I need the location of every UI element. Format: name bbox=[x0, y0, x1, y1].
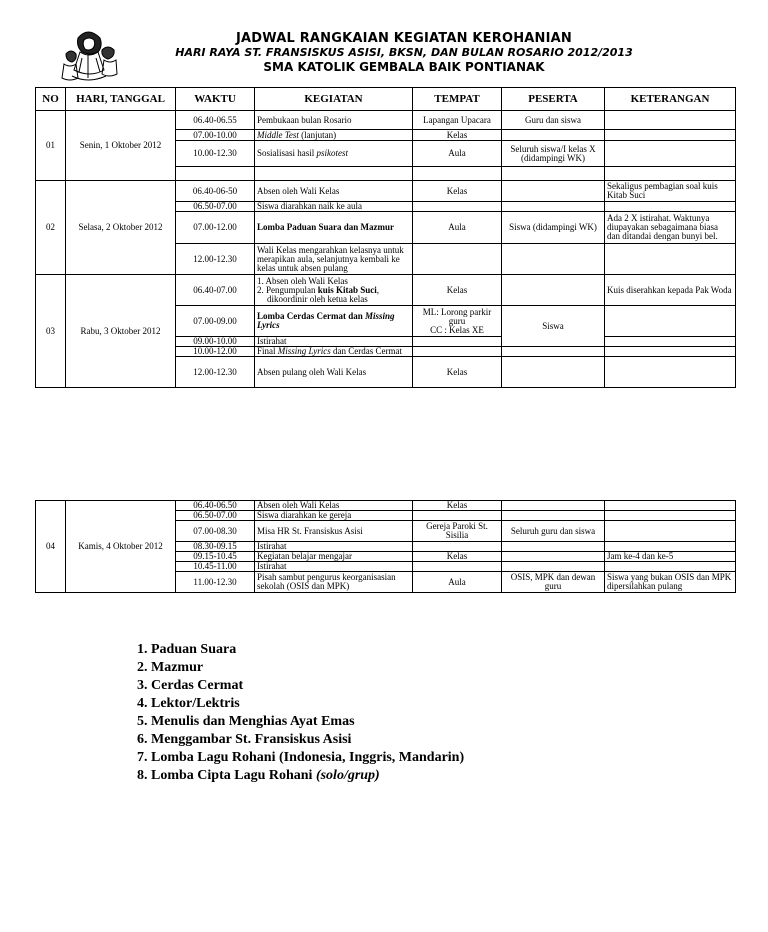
activity-cell: Kegiatan belajar mengajar bbox=[255, 552, 413, 562]
time-cell: 07.00-12.00 bbox=[176, 212, 255, 244]
notes-cell bbox=[605, 167, 736, 181]
day-number: 04 bbox=[36, 501, 66, 593]
activity-cell: Misa HR St. Fransiskus Asisi bbox=[255, 521, 413, 542]
day-number: 02 bbox=[36, 181, 66, 275]
notes-cell: Sekaligus pembagian soal kuis Kitab Suci bbox=[605, 181, 736, 202]
notes-cell bbox=[605, 141, 736, 167]
time-cell: 06.40-06-50 bbox=[176, 181, 255, 202]
participants-cell bbox=[502, 552, 605, 562]
participants-cell: Seluruh siswa/I kelas X (didampingi WK) bbox=[502, 141, 605, 167]
time-cell: 07.00-10.00 bbox=[176, 130, 255, 141]
notes-cell: Siswa yang bukan OSIS dan MPK dipersilahkan pulang bbox=[605, 572, 736, 593]
time-cell: 06.40-06.50 bbox=[176, 501, 255, 511]
time-cell: 07.00-09.00 bbox=[176, 306, 255, 337]
place-cell: Aula bbox=[413, 572, 502, 593]
activity-cell: Absen oleh Wali Kelas bbox=[255, 501, 413, 511]
activity-cell: Istirahat bbox=[255, 337, 413, 347]
participants-cell: Siswa (didampingi WK) bbox=[502, 212, 605, 244]
activity-text: 2. Pengumpulan bbox=[257, 284, 318, 295]
col-header-participants: PESERTA bbox=[502, 88, 605, 111]
place-cell: Lapangan Upacara bbox=[413, 111, 502, 130]
time-cell: 12.00-12.30 bbox=[176, 357, 255, 388]
time-cell: 07.00-08.30 bbox=[176, 521, 255, 542]
participants-cell bbox=[502, 275, 605, 306]
place-line: CC : Kelas XE bbox=[430, 324, 484, 335]
notes-cell bbox=[605, 347, 736, 357]
place-cell bbox=[413, 511, 502, 521]
notes-cell bbox=[605, 244, 736, 275]
activity-cell: Istirahat bbox=[255, 562, 413, 572]
participants-cell bbox=[502, 542, 605, 552]
notes-cell: Kuis diserahkan kepada Pak Woda bbox=[605, 275, 736, 306]
place-cell bbox=[413, 347, 502, 357]
activity-cell: Siswa diarahkan ke gereja bbox=[255, 511, 413, 521]
participants-cell bbox=[502, 244, 605, 275]
activity-text: (lanjutan) bbox=[298, 129, 337, 140]
participants-cell bbox=[502, 357, 605, 388]
document-header bbox=[0, 24, 768, 74]
time-cell: 10.45-11.00 bbox=[176, 562, 255, 572]
school-name: SMA KATOLIK GEMBALA BAIK PONTIANAK bbox=[263, 60, 545, 74]
time-cell: 09.00-10.00 bbox=[176, 337, 255, 347]
notes-cell bbox=[605, 306, 736, 337]
col-header-place: TEMPAT bbox=[413, 88, 502, 111]
time-cell: 10.00-12.00 bbox=[176, 347, 255, 357]
activity-text: Sosialisasi hasil bbox=[257, 148, 317, 158]
notes-cell bbox=[605, 511, 736, 521]
place-cell bbox=[413, 244, 502, 275]
notes-cell: Ada 2 X istirahat. Waktunya diupayakan sebagaimana biasa dan ditandai dengan bunyi bel. bbox=[605, 212, 736, 244]
activity-cell bbox=[255, 306, 413, 337]
list-item-italic: (solo/grup) bbox=[315, 768, 380, 783]
place-cell: Kelas bbox=[413, 181, 502, 202]
activity-cell: Istirahat bbox=[255, 542, 413, 552]
participants-cell bbox=[502, 202, 605, 212]
activity-cell: Lomba Paduan Suara dan Mazmur bbox=[255, 212, 413, 244]
col-header-activity: KEGIATAN bbox=[255, 88, 413, 111]
place-cell bbox=[413, 202, 502, 212]
time-cell: 12.00-12.30 bbox=[176, 244, 255, 275]
day-date: Kamis, 4 Oktober 2012 bbox=[66, 501, 176, 593]
col-header-date: HARI, TANGGAL bbox=[66, 88, 176, 111]
activity-italic: Missing Lyrics bbox=[277, 346, 331, 356]
list-item-text: 8. Lomba Cipta Lagu Rohani bbox=[137, 768, 316, 783]
list-item bbox=[137, 767, 464, 785]
schedule-table-2 bbox=[35, 500, 736, 593]
col-header-time: WAKTU bbox=[176, 88, 255, 111]
notes-cell bbox=[605, 357, 736, 388]
place-cell bbox=[413, 306, 502, 337]
notes-cell bbox=[605, 501, 736, 511]
place-cell bbox=[413, 337, 502, 347]
time-cell: 06.40-07.00 bbox=[176, 275, 255, 306]
activity-cell: Wali Kelas mengarahkan kelasnya untuk merapikan aula, selanjutnya kembali ke kelas untuk absen pulang bbox=[255, 244, 413, 275]
notes-cell bbox=[605, 130, 736, 141]
day-number: 03 bbox=[36, 275, 66, 388]
notes-cell bbox=[605, 337, 736, 347]
activity-text: Final bbox=[257, 346, 278, 356]
time-cell: 08.30-09.15 bbox=[176, 542, 255, 552]
participants-cell bbox=[502, 511, 605, 521]
participants-cell bbox=[502, 347, 605, 357]
col-header-notes: KETERANGAN bbox=[605, 88, 736, 111]
time-cell: 10.00-12.30 bbox=[176, 141, 255, 167]
notes-cell bbox=[605, 111, 736, 130]
place-cell: Kelas bbox=[413, 130, 502, 141]
activity-bold: kuis Kitab Suci bbox=[317, 284, 377, 295]
list-item: 5. Menulis dan Menghias Ayat Emas bbox=[137, 714, 355, 729]
activity-cell bbox=[255, 275, 413, 306]
day-number: 01 bbox=[36, 111, 66, 181]
notes-cell: Jam ke-4 dan ke-5 bbox=[605, 552, 736, 562]
place-cell bbox=[413, 167, 502, 181]
notes-cell bbox=[605, 521, 736, 542]
participants-cell bbox=[502, 130, 605, 141]
activity-italic: psikotest bbox=[316, 148, 349, 158]
place-cell bbox=[413, 562, 502, 572]
place-cell: Gereja Paroki St. Sisilia bbox=[413, 521, 502, 542]
list-item: 7. Lomba Lagu Rohani (Indonesia, Inggris, Mandarin) bbox=[137, 750, 465, 765]
participants-cell: Siswa bbox=[502, 306, 605, 347]
time-cell: 06.40-06.55 bbox=[176, 111, 255, 130]
activity-cell bbox=[255, 141, 413, 167]
activity-bold: Lomba Cerdas Cermat dan bbox=[257, 311, 365, 321]
time-cell: 11.00-12.30 bbox=[176, 572, 255, 593]
activity-cell: Siswa diarahkan naik ke aula bbox=[255, 202, 413, 212]
participants-cell: Guru dan siswa bbox=[502, 111, 605, 130]
time-cell: 06.50-07.00 bbox=[176, 511, 255, 521]
activity-cell: Absen oleh Wali Kelas bbox=[255, 181, 413, 202]
time-cell: 06.50-07.00 bbox=[176, 202, 255, 212]
time-cell: 09.15-10.45 bbox=[176, 552, 255, 562]
place-cell: Kelas bbox=[413, 275, 502, 306]
place-cell: Kelas bbox=[413, 357, 502, 388]
activity-cell: Absen pulang oleh Wali Kelas bbox=[255, 357, 413, 388]
activity-cell bbox=[255, 167, 413, 181]
participants-cell bbox=[502, 181, 605, 202]
activity-line: dikoordinir oleh ketua kelas bbox=[267, 293, 368, 304]
schedule-table-1 bbox=[35, 87, 736, 388]
activity-text: dan Cerdas Cermat bbox=[330, 346, 402, 356]
place-cell: Kelas bbox=[413, 501, 502, 511]
contest-list bbox=[137, 641, 464, 785]
day-date: Selasa, 2 Oktober 2012 bbox=[66, 181, 176, 275]
notes-cell bbox=[605, 542, 736, 552]
table-row bbox=[36, 181, 736, 202]
list-item: 1. Paduan Suara bbox=[137, 642, 237, 657]
place-line: ML: Lorong parkir guru bbox=[422, 306, 492, 326]
document-subtitle: HARI RAYA ST. FRANSISKUS ASISI, BKSN, DAN BULAN ROSARIO 2012/2013 bbox=[175, 46, 633, 59]
participants-cell: OSIS, MPK dan dewan guru bbox=[502, 572, 605, 593]
activity-cell bbox=[255, 130, 413, 141]
place-cell bbox=[413, 542, 502, 552]
day-date: Senin, 1 Oktober 2012 bbox=[66, 111, 176, 181]
day-date: Rabu, 3 Oktober 2012 bbox=[66, 275, 176, 388]
activity-cell: Pembukaan bulan Rosario bbox=[255, 111, 413, 130]
list-item: 2. Mazmur bbox=[137, 660, 204, 675]
col-header-no: NO bbox=[36, 88, 66, 111]
table-header-row bbox=[36, 88, 736, 111]
activity-cell bbox=[255, 347, 413, 357]
notes-cell bbox=[605, 562, 736, 572]
activity-italic: Missing Lyrics bbox=[257, 311, 395, 330]
table-row bbox=[36, 275, 736, 306]
participants-cell bbox=[502, 167, 605, 181]
table-row bbox=[36, 111, 736, 130]
activity-line: 1. Absen oleh Wali Kelas bbox=[257, 275, 348, 286]
place-cell: Kelas bbox=[413, 552, 502, 562]
list-item: 4. Lektor/Lektris bbox=[137, 696, 240, 711]
place-cell: Aula bbox=[413, 141, 502, 167]
notes-cell bbox=[605, 202, 736, 212]
place-cell: Aula bbox=[413, 212, 502, 244]
table-row bbox=[36, 501, 736, 511]
participants-cell bbox=[502, 501, 605, 511]
list-item: 6. Menggambar St. Fransiskus Asisi bbox=[137, 732, 352, 747]
document-title: JADWAL RANGKAIAN KEGIATAN KEROHANIAN bbox=[235, 31, 573, 46]
activity-italic: Middle Test bbox=[257, 129, 299, 140]
time-cell bbox=[176, 167, 255, 181]
activity-text: , bbox=[376, 284, 380, 295]
participants-cell: Seluruh guru dan siswa bbox=[502, 521, 605, 542]
participants-cell bbox=[502, 562, 605, 572]
list-item: 3. Cerdas Cermat bbox=[137, 678, 244, 693]
activity-cell: Pisah sambut pengurus keorganisasian sekolah (OSIS dan MPK) bbox=[255, 572, 413, 593]
